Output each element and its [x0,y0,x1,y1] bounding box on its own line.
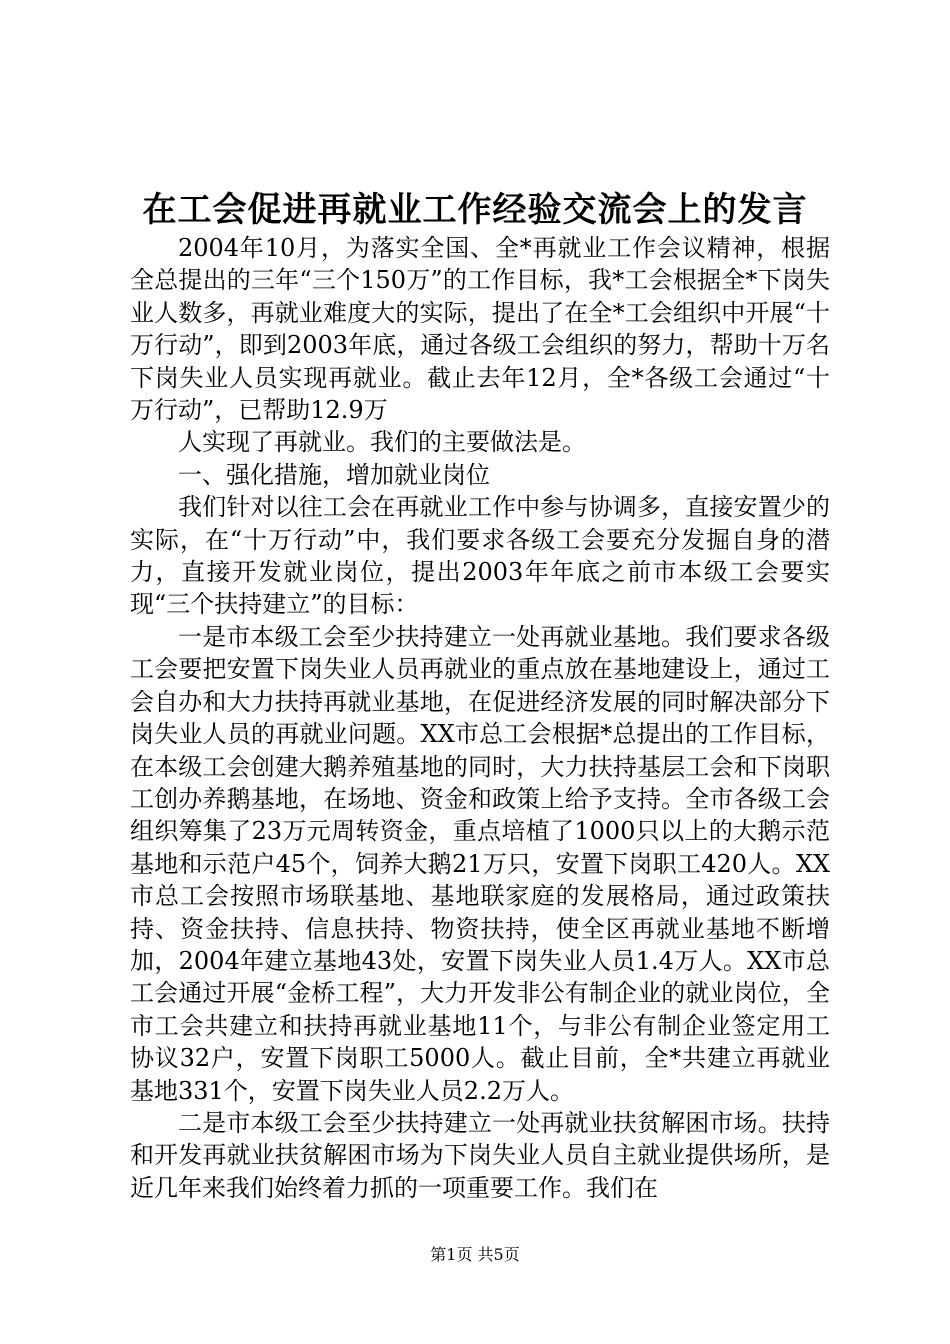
paragraph: 人实现了再就业。我们的主要做法是。 [178,428,586,457]
document-title: 在工会促进再就业工作经验交流会上的发言 [142,190,808,230]
paragraph: 二是市本级工会至少扶持建立一处再就业扶贫解困市场。扶持和开发再就业扶贫解困市场为下岗失业人员自主就业提供场所，是近几年来我们始终着力抓的一项重要工作。我们在 [130,1108,830,1202]
paragraph: 我们针对以往工会在再就业工作中参与协调多，直接安置少的实际，在“十万行动”中，我们要求各级工会要充分发掘自身的潜力，直接开发就业岗位，提出2003年年底之前市本级工会要实现“三个扶持建立”的目标： [130,493,830,619]
section-heading: 一、强化措施，增加就业岗位 [178,460,490,489]
document-body [130,232,830,1204]
paragraph: 2004年10月，为落实全国、全*再就业工作会议精神，根据全总提出的三年“三个150万”的工作目标，我*工会根据全*下岗失业人数多，再就业难度大的实际，提出了在全*工会组织中开展“十万行动”，即到2003年底，通过各级工会组织的努力，帮助十万名下岗失业人员实现再就业。截止去年12月，全*各级工会通过“十万行动”，已帮助12.9万 [130,234,830,425]
page-number-footer: 第1页 共5页 [430,1245,520,1264]
paragraph: 一是市本级工会至少扶持建立一处再就业基地。我们要求各级工会要把安置下岗失业人员再就业的重点放在基地建设上，通过工会自办和大力扶持再就业基地，在促进经济发展的同时解决部分下岗失业人员的再就业问题。XX市总工会根据*总提出的工作目标，在本级工会创建大鹅养殖基地的同时，大力扶持基层工会和下岗职工创办养鹅基地，在场地、资金和政策上给予支持。全市各级工会组织筹集了23万元周转资金，重点培植了1000只以上的大鹅示范基地和示范户45个，饲养大鹅21万只，安置下岗职工420人。XX市总工会按照市场联基地、基地联家庭的发展格局，通过政策扶持、资金扶持、信息扶持、物资扶持，使全区再就业基地不断增加，2004年建立基地43处，安置下岗失业人员1.4万人。XX市总工会通过开展“金桥工程”，大力开发非公有制企业的就业岗位，全市工会共建立和扶持再就业基地11个，与非公有制企业签定用工协议32户，安置下岗职工5000人。截止目前，全*共建立再就业基地331个，安置下岗失业人员2.2万人。 [130,622,830,1105]
